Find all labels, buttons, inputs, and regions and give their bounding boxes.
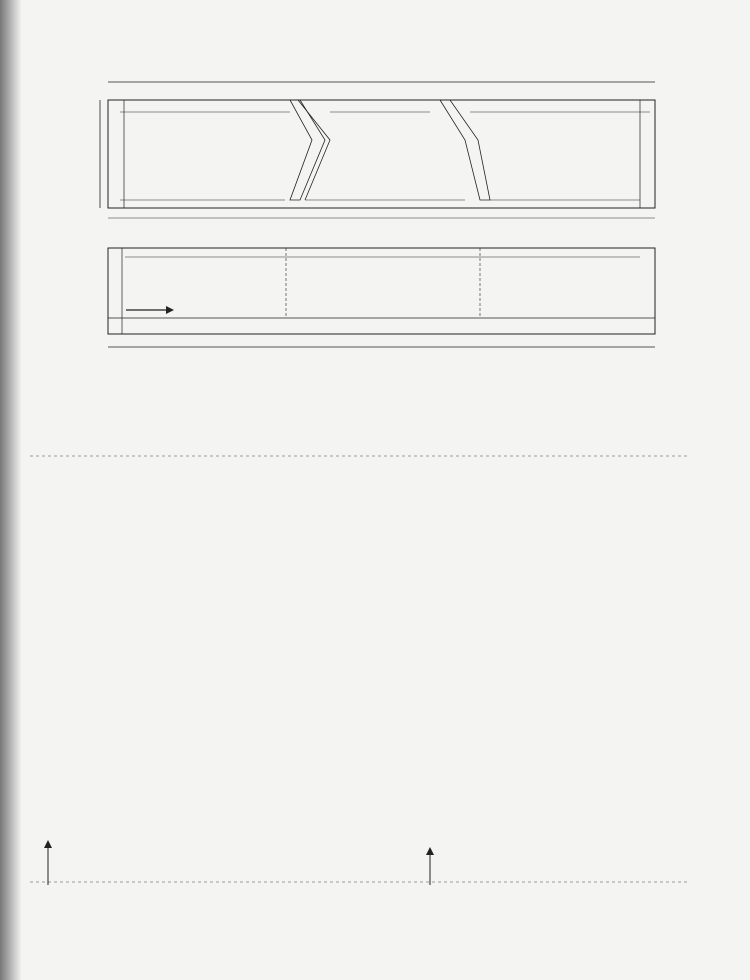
chart-labels — [30, 456, 690, 885]
top-schematic — [100, 82, 655, 218]
mid-schematic — [108, 248, 655, 347]
